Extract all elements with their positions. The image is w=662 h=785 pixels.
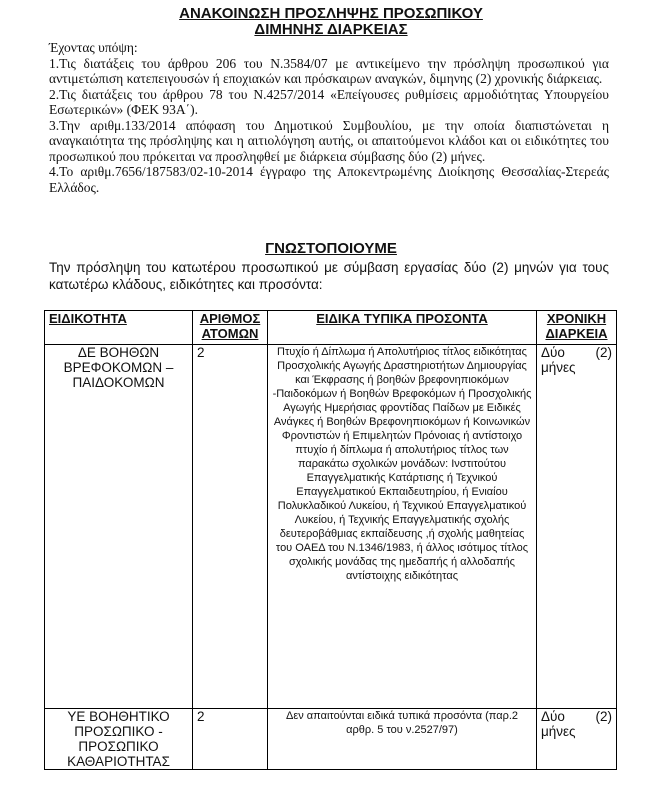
intro-item-1: 1.Τις διατάξεις του άρθρου 206 του Ν.3584/07 με αντικείμενο την πρόσληψη προσωπικού για αντιμετώπιση κατεπειγουσών ή εποχιακών και πρόσκαιρων αναγκών, διμηνης (2) χρονικής διάρκειας. xyxy=(49,55,609,86)
lead-paragraph: Την πρόσληψη του κατωτέρου προσωπικού με σύμβαση εργασίας δύο (2) μηνών για τους κατωτέρω κλάδους, ειδικότητες και προσόντα: xyxy=(49,260,609,292)
intro-item-4: 4.Το αριθμ.7656/187583/02-10-2014 έγγραφο της Αποκεντρωμένης Διοίκησης Θεσσαλίας-Στερεάς Ελλάδος. xyxy=(49,164,609,195)
row-count: 2 xyxy=(193,709,268,770)
row-qualifications: Δεν απαιτούνται ειδικά τυπικά προσόντα (παρ.2 αρθρ. 5 του ν.2527/97) xyxy=(268,709,537,770)
row-specialty: ΔΕ ΒΟΗΘΩΝ ΒΡΕΦΟΚΟΜΩΝ – ΠΑΙΔΟΚΟΜΩΝ xyxy=(45,345,193,709)
positions-table xyxy=(44,310,617,770)
notice-title: ΑΝΑΚΟΙΝΩΣΗ ΠΡΟΣΛΗΨΗΣ ΠΡΟΣΩΠΙΚΟΥ xyxy=(179,5,483,22)
intro-heading: Έχοντας υπόψη: xyxy=(49,40,138,55)
intro-item-2: 2.Τις διατάξεις του άρθρου 78 του Ν.4257/2014 «Επείγουσες ρυθμίσεις αρμοδιότητας Υπουργείου Εσωτερικών» (ΦΕΚ 93Α΄). xyxy=(49,86,609,117)
intro-block xyxy=(49,40,609,195)
table-row xyxy=(45,345,617,709)
row-duration: Δύο (2) μήνες xyxy=(537,345,617,709)
header-duration: ΧΡΟΝΙΚΗ ΔΙΑΡΚΕΙΑ xyxy=(537,311,617,345)
row-count: 2 xyxy=(193,345,268,709)
notice-subtitle: ΔΙΜΗΝΗΣ ΔΙΑΡΚΕΙΑΣ xyxy=(254,21,408,38)
header-count: ΑΡΙΘΜΟΣ ΑΤΟΜΩΝ xyxy=(193,311,268,345)
header-qualifications: ΕΙΔΙΚΑ ΤΥΠΙΚΑ ΠΡΟΣΟΝΤΑ xyxy=(268,311,537,345)
table-header-row xyxy=(45,311,617,345)
row-specialty: ΥΕ ΒΟΗΘΗΤΙΚΟ ΠΡΟΣΩΠΙΚΟ - ΠΡΟΣΩΠΙΚΟ ΚΑΘΑΡΙΟΤΗΤΑΣ xyxy=(45,709,193,770)
row-duration: Δύο (2) μήνες xyxy=(537,709,617,770)
section-title: ΓΝΩΣΤΟΠΟΙΟΥΜΕ xyxy=(265,240,397,257)
header-specialty: ΕΙΔΙΚΟΤΗΤΑ xyxy=(45,311,193,345)
intro-item-3: 3.Την αριθμ.133/2014 απόφαση του Δημοτικού Συμβουλίου, με την οποία διαπιστώνεται η αναγκαιότητα της πρόσληψης και η αιτιολόγηση αυτής, οι απαιτούμενοι κλάδοι και οι ειδικότητες του προσωπικού που πρόκειται να προσληφθεί με διάρκεια σύμβασης δύο (2) μήνες. xyxy=(49,117,609,164)
row-qualifications: Πτυχίο ή Δίπλωμα ή Απολυτήριος τίτλος ειδικότητας Προσχολικής Αγωγής Δραστηριοτήτων Δημιουργίας και Έκφρασης ή βοηθών βρεφονηπιοκόμων -Παιδοκόμων ή Βοηθών Βρεφοκόμων ή Προσχολικής Αγωγής Ημερήσιας φροντίδας Παίδων με Ειδικές Ανάγκες ή Βοηθών Βρεφονηπιοκόμων ή Κοινωνικών Φροντιστών ή Επιμελητών Πρόνοιας ή αντίστοιχο πτυχίο ή δίπλωμα ή απολυτήριος τίτλος των παρακάτω σχολικών μονάδων: Ινστιτούτου Επαγγελματικής Κατάρτισης ή Τεχνικού Επαγγελματικού Εκπαιδευτηρίου, ή Ενιαίου Πολυκλαδικού Λυκείου, ή Τεχνικού Επαγγελματικού Λυκείου, ή Τεχνικής Επαγγελματικής σχολής δευτεροβάθμιας εκπαίδευσης ,ή σχολής μαθητείας του ΟΑΕΔ του Ν.1346/1983, ή άλλος ισότιμος τίτλος σχολικής μονάδας της ημεδαπής ή αλλοδαπής αντίστοιχης ειδικότητας xyxy=(268,345,537,709)
table-row xyxy=(45,709,617,770)
